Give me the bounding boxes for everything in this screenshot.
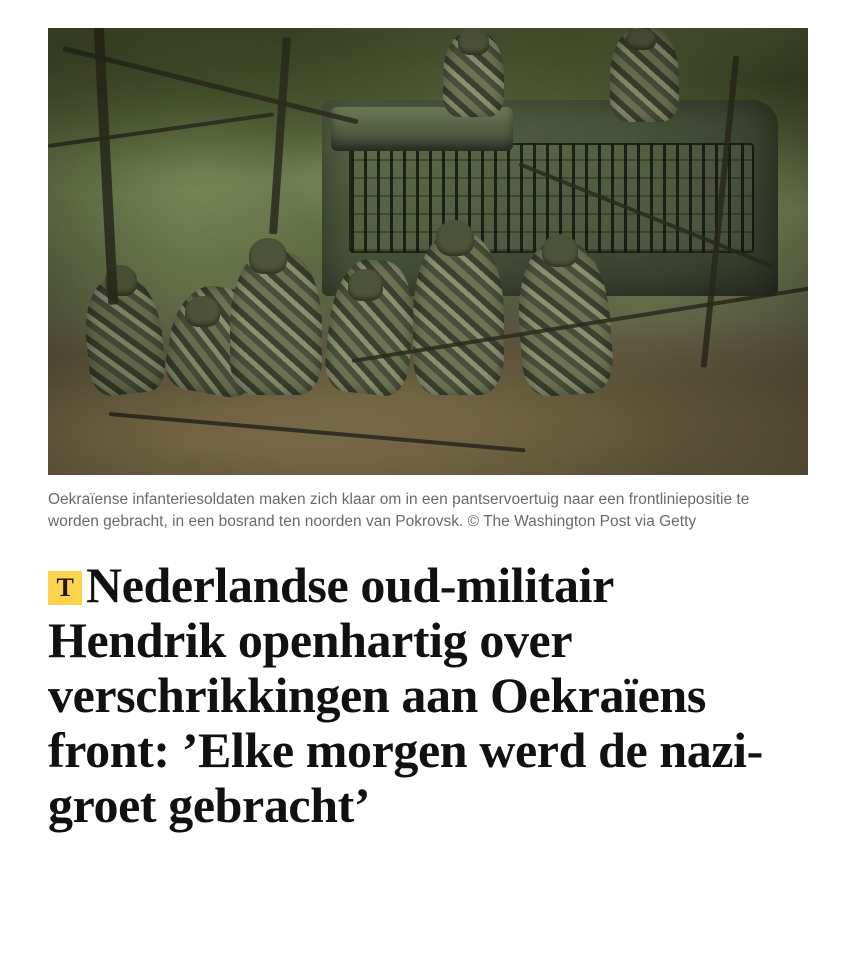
- brand-logo-icon: [48, 571, 82, 605]
- page-title: [48, 558, 792, 833]
- article-container: [48, 28, 808, 866]
- headline-text: Nederlandse oud-militair Hendrik openhartig over verschrikkingen aan Oekraïens front: ’Elke morgen werd de nazi-groet gebracht’: [48, 556, 763, 833]
- brand-logo-letter: T: [56, 572, 74, 602]
- image-caption: Oekraïense infanteriesoldaten maken zich klaar om in een pantservoertuig naar een frontliniepositie te worden gebracht, in een bosrand ten noorden van Pokrovsk. © The Washington Post via Getty: [48, 491, 750, 531]
- photo-vignette: [48, 28, 808, 475]
- article-image[interactable]: [48, 28, 808, 475]
- photo-scene: [48, 28, 808, 475]
